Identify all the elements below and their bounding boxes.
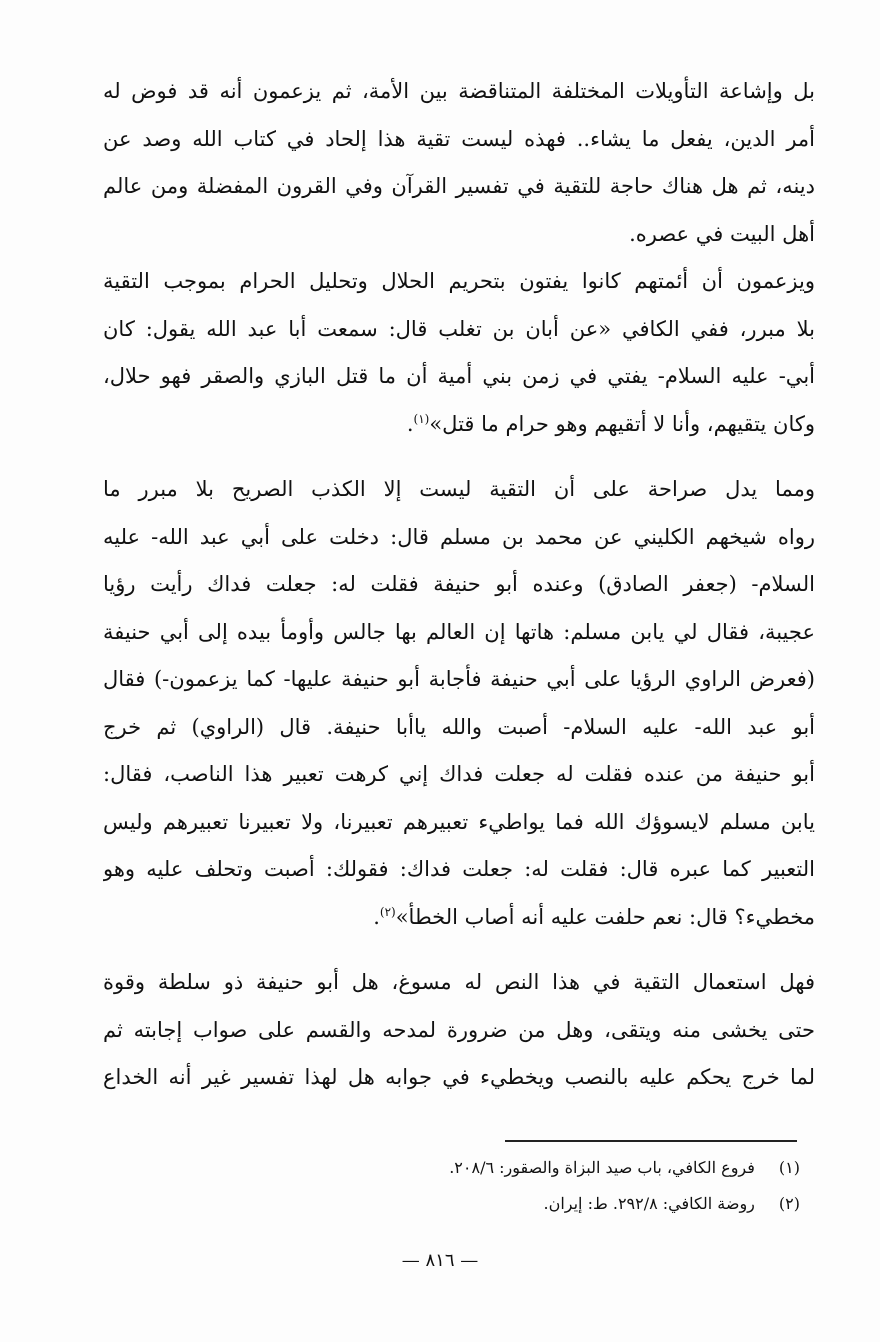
text-line: أهل البيت في عصره. <box>629 221 815 246</box>
text-line: ويزعمون أن أئمتهم كانوا يفتون بتحريم الحلال وتحليل الحرام بموجب التقية <box>103 269 815 293</box>
text-line: دينه، ثم هل هناك حاجة للتقية في تفسير القرآن وفي القرون المفضلة ومن عالم <box>103 174 815 198</box>
text-line: أمر الدين، يفعل ما يشاء.. فهذه ليست تقية هذا إلحاد في كتاب الله وصد عن <box>103 126 815 151</box>
body-text <box>103 68 815 1102</box>
text-line: أبي- عليه السلام- يفتي في زمن بني أمية أن ما قتل البازي والصقر فهو حلال، <box>103 364 815 388</box>
footnote-number: (١) <box>778 1158 800 1177</box>
text-line: (فعرض الراوي الرؤيا على أبي حنيفة فأجابة أبو حنيفة عليها- كما يزعمون-) فقال <box>103 667 815 691</box>
line-tail: . <box>406 411 414 436</box>
text-line: أبو حنيفة من عنده فقلت له جعلت فداك إني كرهت تعبير هذا الناصب، فقال: <box>103 762 815 786</box>
text-line: بلا مبرر، ففي الكافي «عن أبان بن تغلب قال: سمعت أبا عبد الله يقول: كان <box>103 316 815 341</box>
text-line: رواه شيخهم الكليني عن محمد بن مسلم قال: دخلت على أبي عبد الله- عليه <box>103 524 815 549</box>
paragraph-4 <box>103 959 815 1102</box>
text-line: لما خرج يحكم عليه بالنصب ويخطيء في جوابه هل لهذا تفسير غير أنه الخداع <box>103 1065 815 1089</box>
paragraph-1 <box>103 68 815 258</box>
text-line: عجيبة، فقال لي يابن مسلم: هاتها إن العالم بها جالس وأومأ بيده إلى أبي حنيفة <box>103 619 815 644</box>
footnote-text: فروع الكافي، باب صيد البزاة والصقور: ٢٠٨/٦. <box>449 1158 755 1177</box>
text-line-content: مخطيء؟ قال: نعم حلفت عليه أنه أصاب الخطأ» <box>395 904 815 929</box>
footnotes <box>100 1150 800 1222</box>
text-line: أبو عبد الله- عليه السلام- أصبت والله ياأبا حنيفة. قال (الراوي) ثم خرج <box>103 714 815 739</box>
paragraph-2 <box>103 258 815 448</box>
footnote-ref-1[interactable]: (١) <box>413 411 430 426</box>
footnote-number: (٢) <box>778 1194 800 1213</box>
text-line: حتى يخشى منه ويتقى، وهل من ضرورة لمدحه والقسم على صواب إجابته ثم <box>103 1017 815 1042</box>
text-line: فهل استعمال التقية في هذا النص له مسوغ، هل أبو حنيفة ذو سلطة وقوة <box>103 970 815 994</box>
footnote-ref-2[interactable]: (٢) <box>379 904 396 919</box>
text-line-with-footnote <box>103 894 815 942</box>
text-line: بل وإشاعة التأويلات المختلفة المتناقضة بين الأمة، ثم يزعمون أنه قد فوض له <box>103 79 815 103</box>
paragraph-3 <box>103 466 815 941</box>
text-line: التعبير كما عبره قال: فقلت له: جعلت فداك: فقولك: أصبت وتحلف عليه وهو <box>103 857 815 881</box>
footnote-1 <box>100 1150 800 1186</box>
text-line-with-footnote <box>103 401 815 449</box>
footnote-divider <box>505 1140 797 1142</box>
footnote-text: روضة الكافي: ٢٩٢/٨. ط: إيران. <box>543 1194 755 1213</box>
text-line: ومما يدل صراحة على أن التقية ليست إلا الكذب الصريح بلا مبرر ما <box>103 477 815 501</box>
text-line-content: وكان يتقيهم، وأنا لا أتقيهم وهو حرام ما قتل» <box>429 411 815 436</box>
page-number: — ٨١٦ — <box>401 1250 479 1271</box>
text-line: السلام- (جعفر الصادق) وعنده أبو حنيفة فقلت له: جعلت فداك رأيت رؤيا <box>103 572 815 596</box>
text-line: يابن مسلم لايسوؤك الله فما يواطيء تعبيرهم تعبيرنا، ولا تعبيرنا تعبيرهم وليس <box>103 809 815 834</box>
footnote-2 <box>100 1186 800 1222</box>
line-tail: . <box>373 904 380 929</box>
